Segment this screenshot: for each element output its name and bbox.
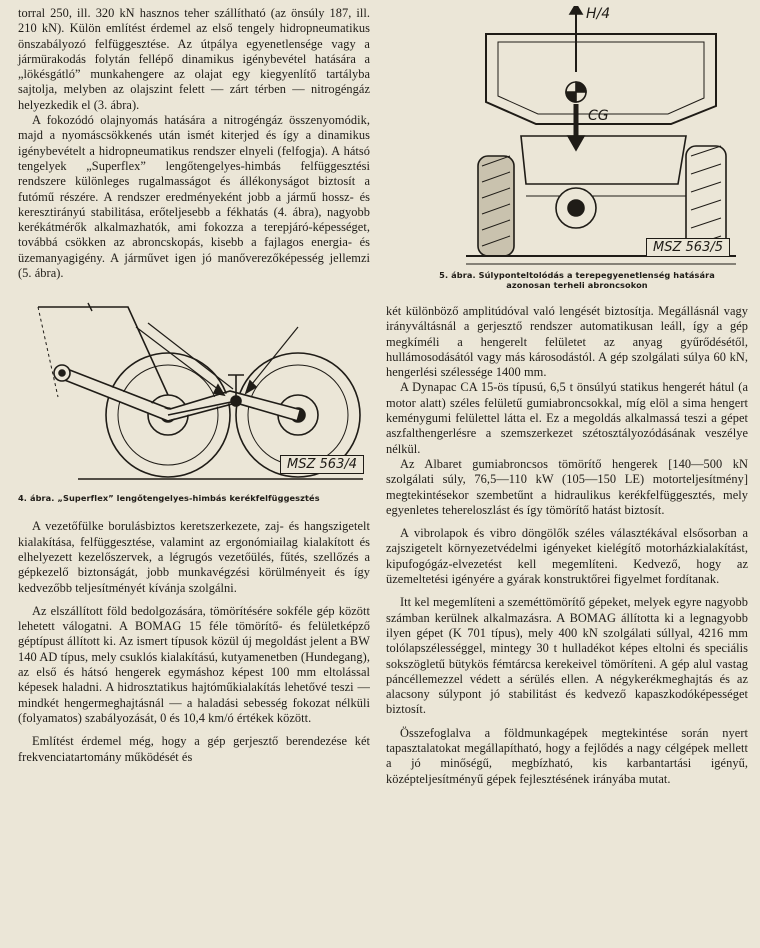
figure-code: MSZ 563/4 (280, 455, 364, 474)
paragraph: torral 250, ill. 320 kN hasznos teher szállítható (az önsúly 187, ill. 210 kN). Külön említést érdemel az első tengely hidropneumatikus önszabályozó felfüggesztése. Az útpálya egyenetlensége vagy a jármürakodás folytán fellépő dinamikus igénybevétel hatására a „lökésgátló” munkahengere az olajat egy kiegyenlítő tartályba sajtolja, melyben az olajszint felett — zárt térben — nitrogéngáz helyezkedik el (3. ábra). (18, 6, 370, 112)
paragraph: A Dynapac CA 15-ös típusú, 6,5 t önsúlyú statikus hengerét hátul (a motor alatt) széles felületű gumiabroncsokkal, míg elöl a sima hengert keménygumi felülettel látta el. Ez a megoldás alkalmassá teszi a gépet aszfalthengerlésre a szemszerkezet szétosztályozódásának veszélye nélkül. (386, 380, 748, 456)
paragraph: Említést érdemel még, hogy a gép gerjesztő berendezése két frekvenciatartomány működését és (18, 734, 370, 764)
right-column (386, 6, 748, 787)
figure-5-caption-line1: 5. ábra. Súlyponteltolódás a terepegyenetlenség hatására (439, 270, 715, 280)
figure-5-center-of-gravity (386, 6, 748, 268)
paragraph: A vibrolapok és vibro döngölők széles választékával elsősorban a zajszigetelt környezetvédelmi igényeket kielégítő motorházkialakítást, kipufogógáz-elvezetést kell megemlíteni. Kedvező, hogy az üzemeltetési igényére a gyárak konstruktőrei figyelmet fordítanak. (386, 526, 748, 587)
paragraph: A fokozódó olajnyomás hatására a nitrogéngáz összenyomódik, majd a nyomáscsökkenés után ismét kiterjed és így a dinamikus igénybevételt a hidropneumatikus rendszer elnyeli (felfogja). A hátsó tengelyek „Superflex” lengőtengelyes-himbás felfüggesztési rendszere különleges rugalmasságot és állékonyságot biztosít a futómű részére. A rendszer eredményeként jobb a jármű hossz- és keresztirányú stabilitása, erőteljesebb a fékhatás (4. ábra), nagyobb kerékátmérők alkalmazhatók, ami fokozza a terepjáró-képességet, továbbá csökken az abroncskopás, kisebb a fajlagos energia- és üzemanyagigény. A járművet igen jó manőverezőképesség jellemzi (5. ábra). (18, 113, 370, 281)
paragraph: két különböző amplitúdóval való lengését biztosítja. Megállásnál vagy irányváltásnál a gerjesztő rendszer automatikusan leáll, így a gép megkíméli a hengerelt felületet az anyag gyűrődésétől, hullámosodásától vagy más károsodástól. A gép szolgálati súlya 60 kN, hengerlési szélessége 1400 mm. (386, 304, 748, 380)
paragraph: Összefoglalva a földmunkagépek megtekintése során nyert tapasztalatokat megállapítható, hogy a fejlődés a nagy célgépek mellett a jó minőségű, megbízható, kis karbantartási igényű, középteljesítményű gépek fejlesztésének irányába mutat. (386, 725, 748, 786)
cg-shift-diagram (386, 6, 748, 268)
cg-label: CG (588, 108, 609, 124)
figure-4-caption: 4. ábra. „Superflex” lengőtengelyes-himbás kerékfelfüggesztés (18, 493, 320, 504)
paragraph: Az elszállított föld bedolgozására, tömörítésére sokféle gép között lehetett válogatni. A BOMAG 15 féle tömörítő- és felületképző géptípust állított ki. Az ismert típusok közül új megoldást jelent a BW 140 AD típus, mely csuklós kialakítású, kutyamenetben (Hundegang), az első és hátsó hengerek egymáshoz képest 100 mm eltolással képesek haladni. A hidrosztatikus hajtóműkialakítás lehetővé teszi — mindkét hengermeghajtásnál — a haladási sebesség fokozat nélküli (folyamatos) szabályozását, 0 és 10,4 km/ó értékek között. (18, 603, 370, 725)
figure-4-superflex-suspension (18, 297, 370, 489)
figure-code: MSZ 563/5 (646, 238, 730, 257)
paragraph: A vezetőfülke borulásbiztos keretszerkezete, zaj- és hangszigetelt kialakítása, felfüggesztése, valamint az ergonómiailag kialakított és elhelyezett kezelőszervek, a légrugós vezetőülés, fűtés, szellőzés a gépkezelő biztonságát, jobb munkavégzési körülményeit és így kedvezőbb teljesítményét kívánja szolgálni. (18, 519, 370, 595)
left-column (18, 6, 370, 765)
paragraph: Itt kel megemlíteni a szeméttömörítő gépeket, melyek egyre nagyobb számban kerülnek alkalmazásra. A BOMAG állította ki a legnagyobb ilyen gépet (K 701 típus), mely 400 kN szolgálati súllyal, 4216 mm tolólapszélességgel, mintegy 30 t hulladékot képes eltolni és speciális sokszögletű bütykös fémtárcsa kerekeivel tömöríteni. A gép alul vastag páncéllemezzel védett a sérülés ellen. A négykerékmeghajtás és az alacsony súlypont jó stabilitást és kedvező kapaszkodóképességet biztosít. (386, 595, 748, 717)
figure-5-caption-line2: azonosan terheli abroncsokon (506, 280, 648, 290)
h4-label: H/4 (586, 6, 611, 22)
paragraph: Az Albaret gumiabroncsos tömörítő hengerek [140—500 kN szolgálati súly, 76,5—110 kW (105—150 LE) motorteljesítmény] megtekintésekor szembetűnt a hidraulikus kerékfelfüggesztés, mely egyenletes tehereloszlást és így tömörítő hatást biztosít. (386, 456, 748, 517)
